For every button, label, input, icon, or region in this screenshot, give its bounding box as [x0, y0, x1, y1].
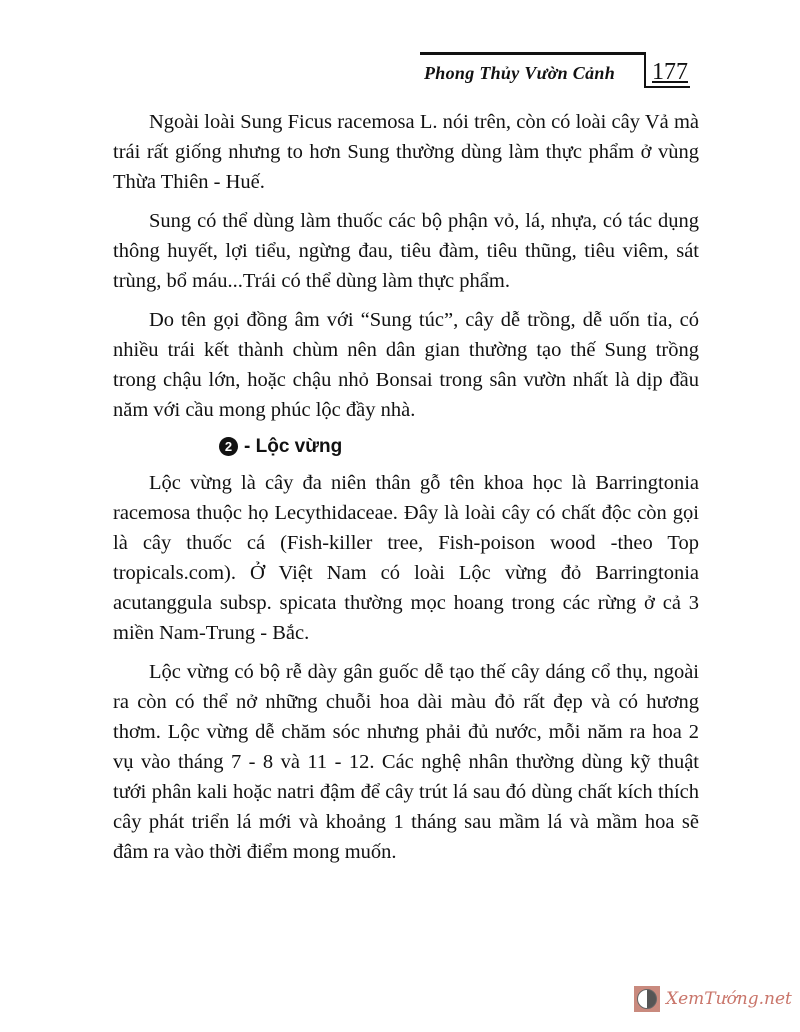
header-divider: [644, 52, 646, 88]
running-header: [420, 52, 688, 90]
header-underline: [644, 86, 690, 88]
paragraph: Sung có thể dùng làm thuốc các bộ phận vỏ, lá, nhựa, có tác dụng thông huyết, lợi tiểu, ngừng đau, tiêu đàm, tiêu thũng, tiêu viêm, sát trùng, bổ máu...Trái có thể dùng làm thực phẩm.: [113, 210, 699, 292]
watermark-logo: [634, 984, 792, 1014]
section-number-badge: 2: [219, 437, 238, 456]
section-title: - Lộc vừng: [244, 436, 343, 457]
page-body: [113, 107, 699, 876]
header-rule: [420, 52, 644, 55]
paragraph: Lộc vừng là cây đa niên thân gỗ tên khoa học là Barringtonia racemosa thuộc họ Lecythidaceae. Đây là loài cây có chất độc còn gọi là cây thuốc cá (Fish-killer tree, Fish-poison wood -theo Top tropicals.com). Ở Việt Nam có loài Lộc vừng đỏ Barringtonia acutanggula subsp. spicata thường mọc hoang trong các rừng ở cả 3 miền Nam-Trung - Bắc.: [113, 472, 699, 644]
page-number: 177: [652, 59, 688, 85]
paragraph: Ngoài loài Sung Ficus racemosa L. nói trên, còn có loài cây Vả mà trái rất giống nhưng to hơn Sung thường dùng làm thực phẩm ở vùng Thừa Thiên - Huế.: [113, 111, 699, 193]
paragraph: Do tên gọi đồng âm với “Sung túc”, cây dễ trồng, dễ uốn tỉa, có nhiều trái kết thành chùm nên dân gian thường tạo thế Sung trồng trong chậu lớn, hoặc chậu nhỏ Bonsai trong sân vườn nhất là dịp đầu năm với cầu mong phúc lộc đầy nhà.: [113, 309, 699, 421]
yin-yang-icon: [634, 986, 660, 1012]
running-title: Phong Thủy Vườn Cảnh: [424, 63, 616, 83]
section-heading: [219, 434, 699, 460]
watermark-text: XemTướng.net: [666, 989, 792, 1009]
paragraph: Lộc vừng có bộ rễ dày gân guốc dễ tạo thế cây dáng cổ thụ, ngoài ra còn có thể nở những chuỗi hoa dài màu đỏ rất đẹp và có hương thơm. Lộc vừng dễ chăm sóc nhưng phải đủ nước, mỗi năm ra hoa 2 vụ vào tháng 7 - 8 và 11 - 12. Các nghệ nhân thường dùng kỹ thuật tưới phân kali hoặc natri đậm để cây trút lá sau đó dùng chất kích thích cây phát triển lá mới và khoảng 1 tháng sau mầm lá và mầm hoa sẽ đâm ra vào thời điểm mong muốn.: [113, 661, 699, 863]
